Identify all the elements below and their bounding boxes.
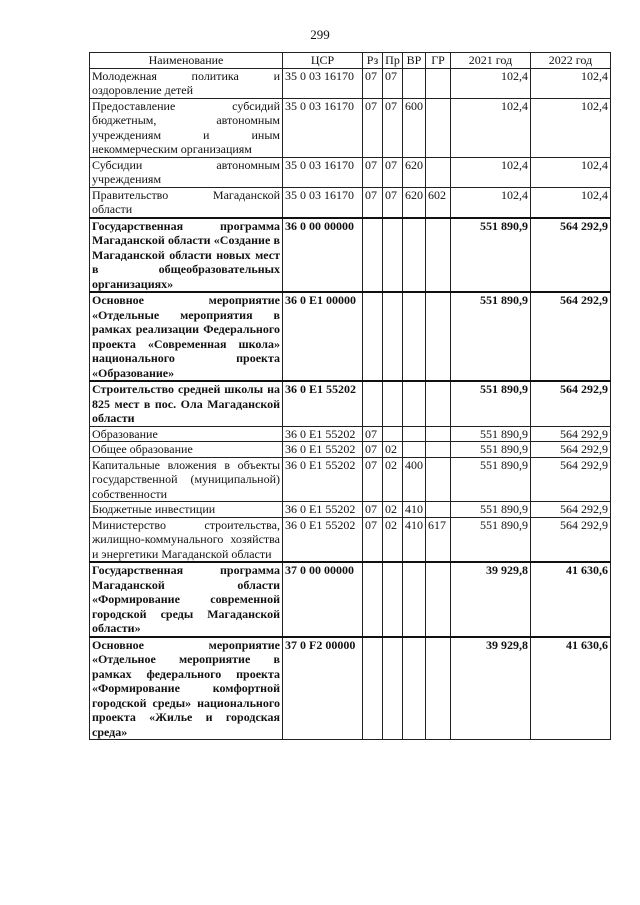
cell-y2021: 551 890,9: [451, 381, 531, 426]
table-row: [90, 457, 611, 502]
cell-name: Государственная программа Магаданской области «Формирование современной городской среды Магаданской области»: [90, 562, 283, 637]
table-row: [90, 442, 611, 458]
cell-csr: 36 0 E1 55202: [283, 426, 363, 442]
cell-csr: 35 0 03 16170: [283, 187, 363, 218]
cell-rz: [363, 562, 383, 637]
cell-name: Субсидии автономным учреждениям: [90, 157, 283, 187]
cell-vr: 620: [403, 157, 426, 187]
cell-gr: [426, 457, 451, 502]
cell-y2021: 551 890,9: [451, 442, 531, 458]
cell-gr: [426, 426, 451, 442]
cell-rz: 07: [363, 502, 383, 518]
cell-y2021: 551 890,9: [451, 292, 531, 381]
cell-y2021: 102,4: [451, 187, 531, 218]
cell-y2022: 41 630,6: [531, 562, 611, 637]
header-rz: Рз: [363, 53, 383, 69]
cell-csr: 36 0 E1 55202: [283, 381, 363, 426]
cell-vr: [403, 68, 426, 98]
cell-vr: [403, 381, 426, 426]
cell-y2021: 551 890,9: [451, 517, 531, 562]
table-row: [90, 292, 611, 381]
table-row: [90, 187, 611, 218]
cell-name: Министерство строительства, жилищно-коммунального хозяйства и энергетики Магаданской области: [90, 517, 283, 562]
cell-pr: 02: [383, 517, 403, 562]
cell-name: Общее образование: [90, 442, 283, 458]
cell-csr: 36 0 E1 55202: [283, 442, 363, 458]
cell-csr: 37 0 F2 00000: [283, 637, 363, 740]
header-csr: ЦСР: [283, 53, 363, 69]
header-2022: 2022 год: [531, 53, 611, 69]
cell-y2022: 41 630,6: [531, 637, 611, 740]
cell-y2022: 564 292,9: [531, 292, 611, 381]
page-number: 299: [310, 27, 330, 42]
cell-y2022: 564 292,9: [531, 442, 611, 458]
cell-name: Основное мероприятие «Отдельное мероприятие в рамках федерального проекта «Формирование комфортной городской среды» национального проекта «Жилье и городская среда»: [90, 637, 283, 740]
cell-name: Основное мероприятие «Отдельные мероприятия в рамках реализации Федерального проекта «Современная школа» национального проекта «Образование»: [90, 292, 283, 381]
cell-name: Бюджетные инвестиции: [90, 502, 283, 518]
cell-pr: 07: [383, 98, 403, 157]
cell-gr: [426, 442, 451, 458]
cell-gr: [426, 381, 451, 426]
cell-y2021: 102,4: [451, 157, 531, 187]
cell-csr: 35 0 03 16170: [283, 98, 363, 157]
cell-pr: [383, 218, 403, 293]
cell-gr: 602: [426, 187, 451, 218]
cell-csr: 36 0 00 00000: [283, 218, 363, 293]
header-pr: Пр: [383, 53, 403, 69]
cell-vr: [403, 292, 426, 381]
cell-pr: [383, 381, 403, 426]
cell-gr: [426, 98, 451, 157]
cell-vr: 620: [403, 187, 426, 218]
cell-csr: 35 0 03 16170: [283, 157, 363, 187]
table-row: [90, 218, 611, 293]
cell-gr: 617: [426, 517, 451, 562]
cell-vr: 600: [403, 98, 426, 157]
cell-vr: [403, 218, 426, 293]
cell-gr: [426, 637, 451, 740]
cell-name: Предоставление субсидий бюджетным, автономным учреждениям и иным некоммерческим организациям: [90, 98, 283, 157]
cell-y2022: 564 292,9: [531, 517, 611, 562]
cell-y2021: 551 890,9: [451, 218, 531, 293]
cell-rz: 07: [363, 426, 383, 442]
table-row: [90, 517, 611, 562]
cell-y2021: 39 929,8: [451, 562, 531, 637]
cell-vr: [403, 562, 426, 637]
cell-pr: 02: [383, 502, 403, 518]
cell-csr: 37 0 00 00000: [283, 562, 363, 637]
cell-pr: [383, 562, 403, 637]
cell-y2022: 102,4: [531, 68, 611, 98]
cell-y2022: 102,4: [531, 187, 611, 218]
cell-y2022: 564 292,9: [531, 426, 611, 442]
table-row: [90, 562, 611, 637]
cell-vr: [403, 637, 426, 740]
cell-y2021: 102,4: [451, 98, 531, 157]
cell-pr: [383, 292, 403, 381]
cell-pr: [383, 637, 403, 740]
budget-table: [89, 52, 611, 740]
cell-y2021: 551 890,9: [451, 457, 531, 502]
header-name: Наименование: [90, 53, 283, 69]
table-row: [90, 157, 611, 187]
header-vr: ВР: [403, 53, 426, 69]
cell-csr: 36 0 E1 55202: [283, 517, 363, 562]
cell-rz: [363, 381, 383, 426]
cell-rz: [363, 637, 383, 740]
cell-gr: [426, 157, 451, 187]
cell-name: Капитальные вложения в объекты государственной (муниципальной) собственности: [90, 457, 283, 502]
cell-y2021: 102,4: [451, 68, 531, 98]
cell-rz: 07: [363, 157, 383, 187]
cell-y2021: 551 890,9: [451, 426, 531, 442]
cell-pr: 02: [383, 442, 403, 458]
cell-csr: 36 0 E1 55202: [283, 457, 363, 502]
cell-vr: 410: [403, 517, 426, 562]
cell-y2022: 564 292,9: [531, 218, 611, 293]
cell-csr: 36 0 E1 55202: [283, 502, 363, 518]
cell-vr: 400: [403, 457, 426, 502]
cell-rz: 07: [363, 442, 383, 458]
header-2021: 2021 год: [451, 53, 531, 69]
cell-y2021: 551 890,9: [451, 502, 531, 518]
cell-y2022: 564 292,9: [531, 502, 611, 518]
cell-vr: 410: [403, 502, 426, 518]
cell-rz: 07: [363, 187, 383, 218]
cell-name: Правительство Магаданской области: [90, 187, 283, 218]
cell-gr: [426, 502, 451, 518]
cell-y2022: 564 292,9: [531, 457, 611, 502]
header-row: [90, 53, 611, 69]
table-row: [90, 502, 611, 518]
cell-rz: 07: [363, 68, 383, 98]
table-row: [90, 426, 611, 442]
header-gr: ГР: [426, 53, 451, 69]
cell-rz: [363, 292, 383, 381]
cell-pr: [383, 426, 403, 442]
cell-vr: [403, 442, 426, 458]
cell-pr: 07: [383, 68, 403, 98]
table-row: [90, 98, 611, 157]
table-row: [90, 381, 611, 426]
cell-name: Строительство средней школы на 825 мест в пос. Ола Магаданской области: [90, 381, 283, 426]
cell-gr: [426, 562, 451, 637]
cell-gr: [426, 292, 451, 381]
cell-rz: 07: [363, 457, 383, 502]
cell-y2022: 102,4: [531, 98, 611, 157]
cell-pr: 02: [383, 457, 403, 502]
cell-y2021: 39 929,8: [451, 637, 531, 740]
cell-name: Образование: [90, 426, 283, 442]
cell-vr: [403, 426, 426, 442]
cell-rz: 07: [363, 98, 383, 157]
cell-rz: [363, 218, 383, 293]
table-row: [90, 68, 611, 98]
cell-gr: [426, 218, 451, 293]
cell-y2022: 564 292,9: [531, 381, 611, 426]
cell-rz: 07: [363, 517, 383, 562]
cell-csr: 36 0 E1 00000: [283, 292, 363, 381]
cell-name: Государственная программа Магаданской области «Создание в Магаданской области новых мест в общеобразовательных организациях»: [90, 218, 283, 293]
cell-gr: [426, 68, 451, 98]
cell-pr: 07: [383, 187, 403, 218]
table-row: [90, 637, 611, 740]
cell-csr: 35 0 03 16170: [283, 68, 363, 98]
cell-y2022: 102,4: [531, 157, 611, 187]
cell-name: Молодежная политика и оздоровление детей: [90, 68, 283, 98]
cell-pr: 07: [383, 157, 403, 187]
